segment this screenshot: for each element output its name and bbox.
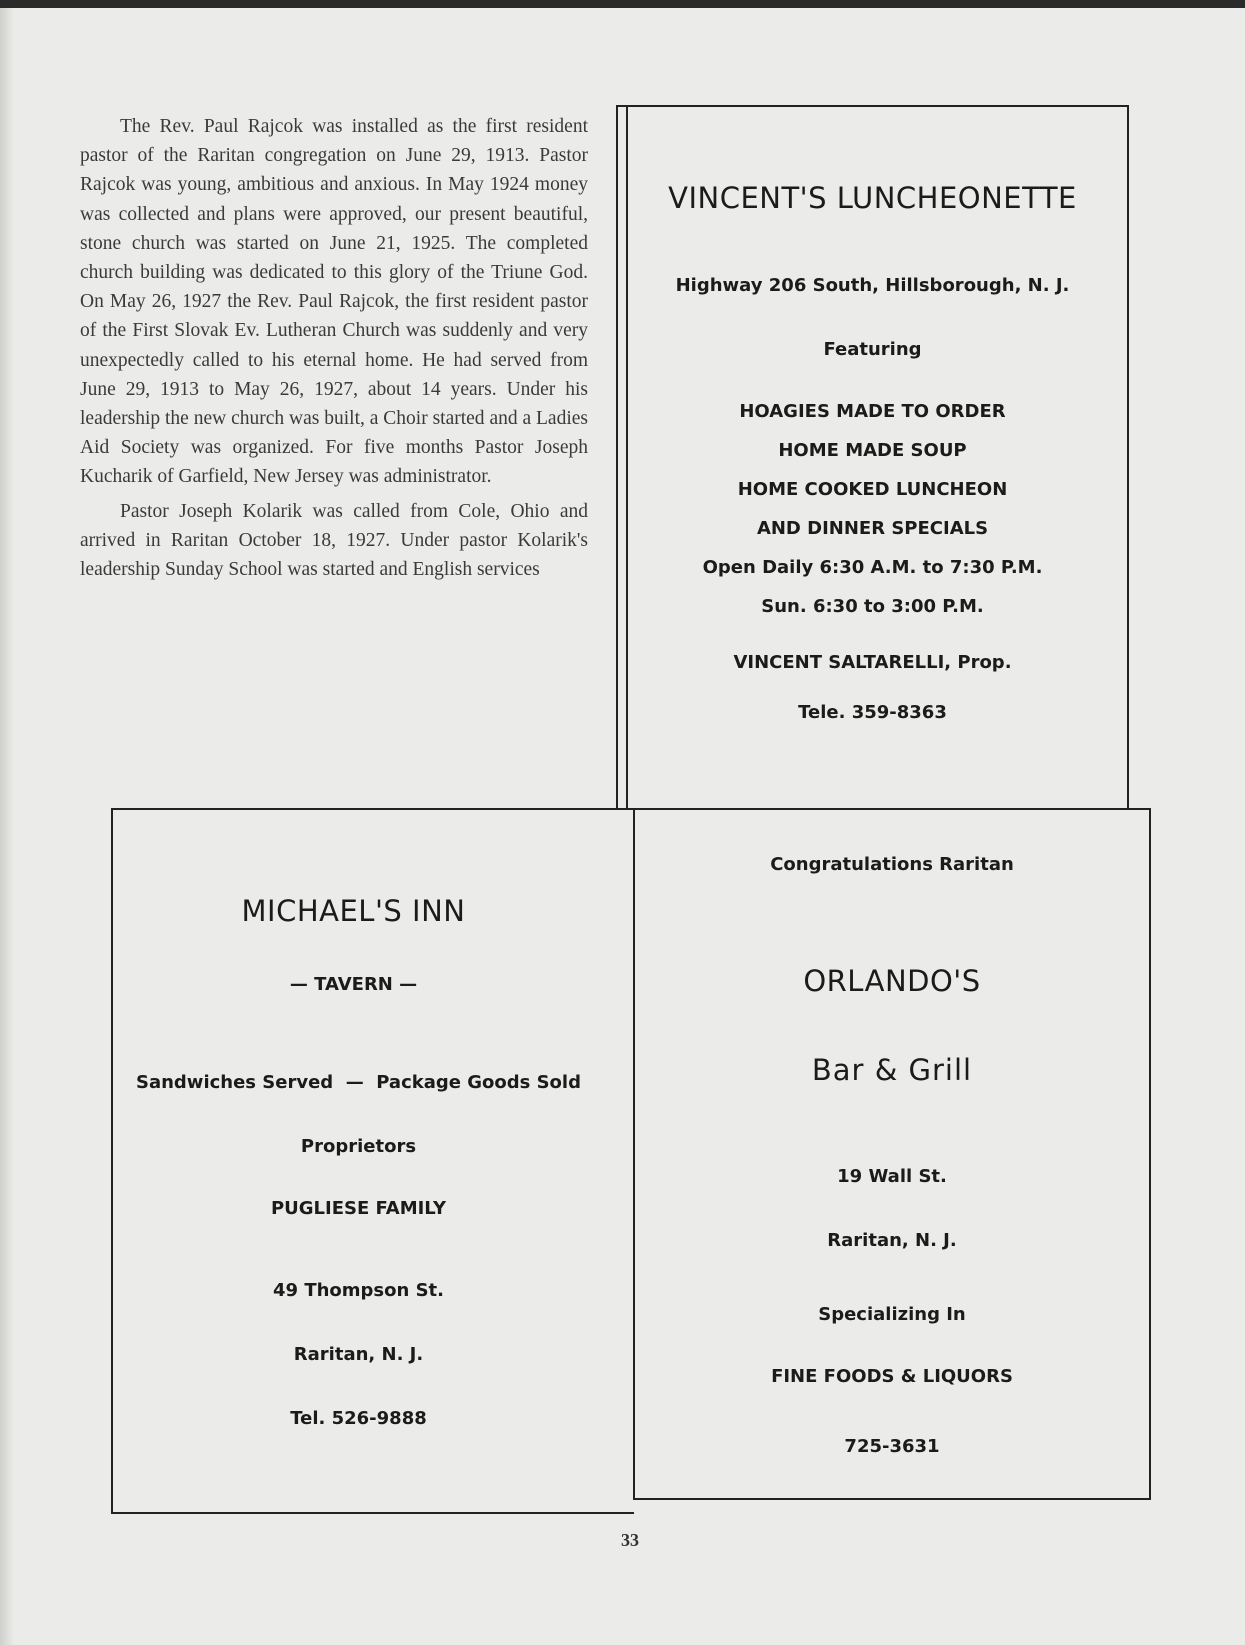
ad-featuring-label: Featuring [823,339,922,360]
ad-street: 19 Wall St. [837,1166,947,1187]
page-number: 33 [621,1530,639,1550]
ad-hours-daily: Open Daily 6:30 A.M. to 7:30 P.M. [702,557,1043,578]
ad-street: 49 Thompson St. [273,1280,444,1301]
history-paragraph-1: The Rev. Paul Rajcok was installed as the first resident pastor of the Raritan congregation on June 29, 1913. Pastor Rajcok was young, ambitious and anxious. In May 1924 money was collected and plans were approved, our present beautiful, stone church was started on June 21, 1925. The completed church building was dedicated to this glory of the Triune God. On May 26, 1927 the Rev. Paul Rajcok, the first resident pastor of the First Slovak Ev. Lutheran Church was suddenly and very unexpectedly called to his eternal home. He had served from June 29, 1913 to May 26, 1927, about 14 years. Under his leadership the new church was built, a Choir started and a Ladies Aid Society was organized. For five months Pastor Joseph Kucharik of Garfield, New Jersey was administrator. [80,116,588,488]
ad-services: Sandwiches Served — Package Goods Sold [136,1072,581,1093]
orlandos-ad [633,808,1151,1500]
ad-menu-item: HOME MADE SOUP [778,440,967,461]
ad-phone: Tel. 526-9888 [290,1408,427,1429]
ad-phone: 725-3631 [844,1436,940,1457]
ad-subtitle: — TAVERN — [289,974,418,995]
history-paragraph-2: Pastor Joseph Kolarik was called from Cole, Ohio and arrived in Raritan October 18, 1927. Under pastor Kolarik's leadership Sunday School was started and English services [80,500,588,581]
ad-business-name: VINCENT'S LUNCHEONETTE [668,181,1077,215]
ad-menu-item: HOAGIES MADE TO ORDER [739,401,1006,422]
ad-business-name: MICHAEL'S INN [241,894,466,928]
ad-greeting: Congratulations Raritan [770,854,1014,875]
ad-menu-item: AND DINNER SPECIALS [756,518,989,539]
ad-phone: Tele. 359-8363 [798,702,947,723]
ad-proprietors: PUGLIESE FAMILY [270,1198,447,1219]
ad-address: Highway 206 South, Hillsborough, N. J. [675,275,1070,296]
michaels-inn-ad [111,808,634,1514]
ad-business-name: ORLANDO'S [803,964,981,998]
ad-city: Raritan, N. J. [827,1230,957,1251]
vincents-luncheonette-ad [616,105,1129,810]
ad-city: Raritan, N. J. [293,1344,424,1365]
page-binding-shadow [0,8,14,1645]
ad-menu-item: HOME COOKED LUNCHEON [737,479,1008,500]
ad-proprietor: VINCENT SALTARELLI, Prop. [733,652,1012,673]
page-top-edge [0,0,1245,8]
ad-subtitle: Bar & Grill [811,1053,973,1087]
ad-proprietors-label: Proprietors [300,1136,417,1157]
ad-specialty: FINE FOODS & LIQUORS [771,1366,1013,1387]
ad-hours-sunday: Sun. 6:30 to 3:00 P.M. [761,596,984,617]
ad-specializing-label: Specializing In [818,1304,966,1325]
history-text-column [80,112,588,584]
